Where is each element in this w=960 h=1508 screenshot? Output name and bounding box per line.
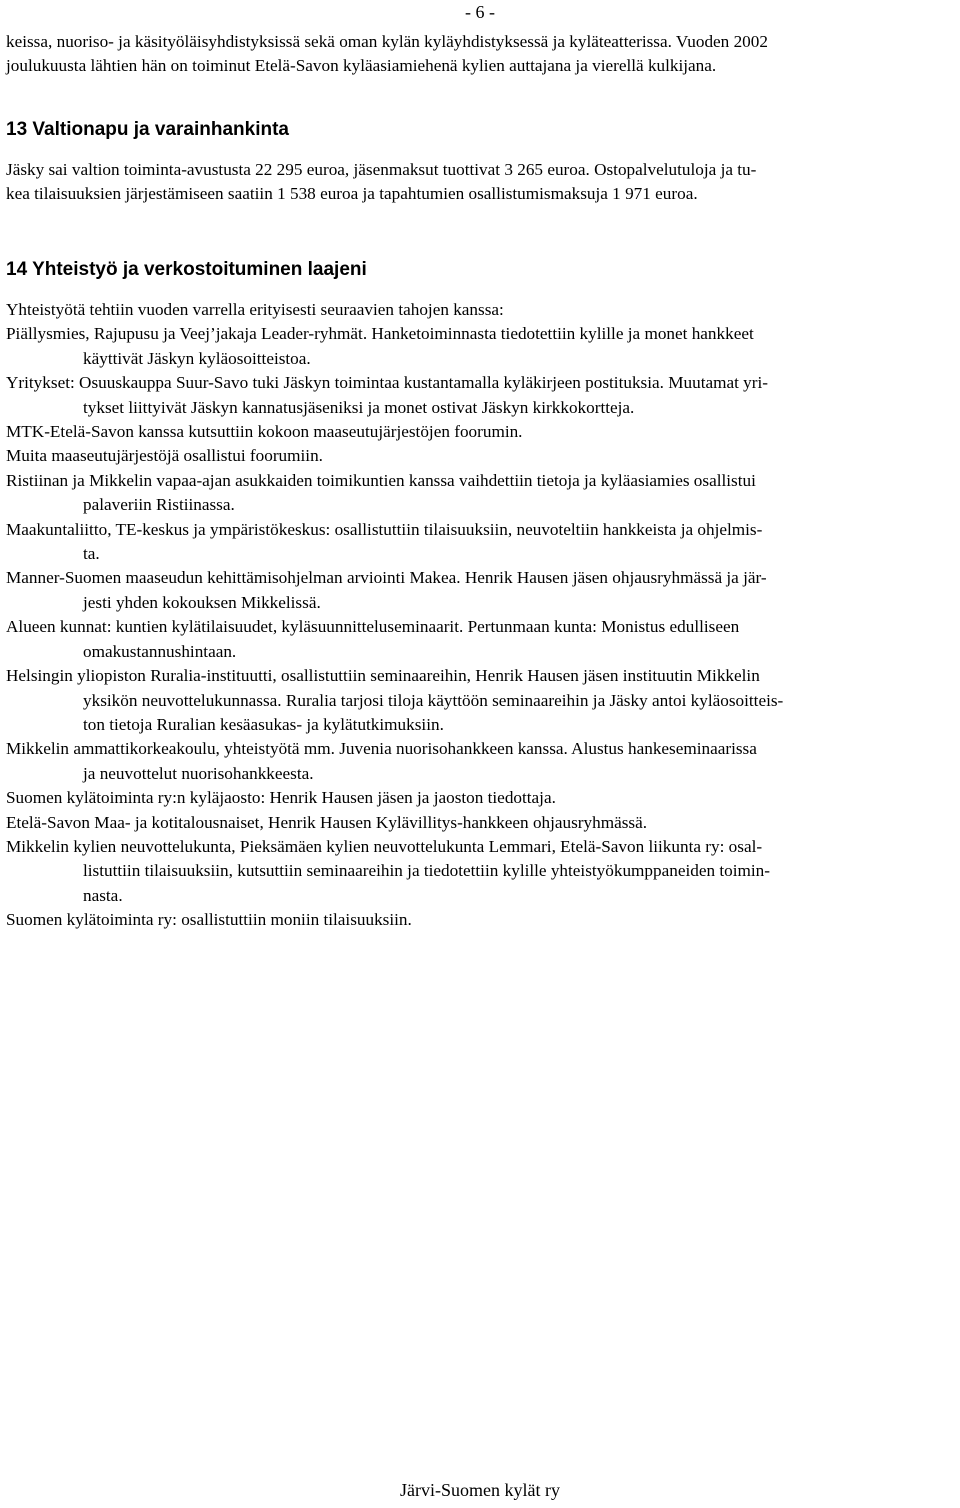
collaboration-item-line: jesti yhden kokouksen Mikkelissä.: [83, 592, 321, 612]
collaboration-item-line: Muita maaseutujärjestöjä osallistui foorumiin.: [6, 446, 323, 466]
collaboration-item: [6, 420, 950, 444]
collaboration-item-line: Yritykset: Osuuskauppa Suur-Savo tuki Jäskyn toimintaa kustantamalla kyläkirjeen postituksia. Muutamat yri-: [6, 373, 768, 393]
collaboration-item: [6, 664, 950, 737]
collaboration-item-line: palaveriin Ristiinassa.: [83, 495, 235, 515]
section-13-heading: 13 Valtionapu ja varainhankinta: [6, 119, 289, 140]
collaboration-item: [6, 737, 950, 786]
page-footer: Järvi-Suomen kylät ry: [400, 1480, 560, 1500]
collaboration-item-line: yksikön neuvottelukunnassa. Ruralia tarjosi tiloja käyttöön seminaareihin ja Jäsky antoi kyläosoittеis-: [83, 690, 784, 710]
collaboration-item-line: ta.: [83, 544, 100, 564]
section-14-list: [6, 298, 950, 933]
collaboration-item: [6, 811, 950, 835]
collaboration-item-line: omakustannushintaan.: [83, 641, 237, 661]
collaboration-item-line: Suomen kylätoiminta ry:n kyläjaosto: Henrik Hausen jäsen ja jaoston tiedottaja.: [6, 788, 556, 808]
collaboration-item: [6, 908, 950, 932]
collaboration-item-line: Yhteistyötä tehtiin vuoden varrella erityisesti seuraavien tahojen kanssa:: [6, 300, 504, 319]
collaboration-item-line: nasta.: [83, 885, 123, 905]
intro-line: joulukuusta lähtien hän on toiminut Etelä-Savon kyläasiamiehenä kylien auttajana ja vierellä kulkijana.: [6, 56, 717, 75]
collaboration-item: [6, 835, 950, 908]
collaboration-item-line: käyttivät Jäskyn kyläosoitteistoa.: [83, 348, 311, 368]
intro-paragraph: [6, 30, 950, 78]
section-14-heading: 14 Yhteistyö ja verkostoituminen laajeni: [6, 259, 367, 280]
collaboration-item-line: Etelä-Savon Maa- ja kotitalousnaiset, Henrik Hausen Kylävillitys-hankkeen ohjausryhmässä.: [6, 812, 648, 832]
page-number: - 6 -: [465, 2, 495, 22]
collaboration-item-line: ton tietoja Ruralian kesäasukas- ja kylätutkimuksiin.: [83, 714, 444, 734]
collaboration-item: [6, 322, 950, 371]
collaboration-item-line: Mikkelin ammattikorkeakoulu, yhteistyötä mm. Juvenia nuorisohankkeen kanssa. Alustus hankeseminaarissa: [6, 739, 757, 759]
collaboration-item-line: Manner-Suomen maaseudun kehittämisohjelman arviointi Makea. Henrik Hausen jäsen ohjausryhmässä ja jär-: [6, 568, 767, 588]
collaboration-item-line: listuttiin tilaisuuksiin, kutsuttiin seminaareihin ja tiedotettiin kylille yhteistyökumppaneiden toimin-: [83, 861, 770, 881]
document-body: [6, 30, 950, 933]
collaboration-item-line: MTK-Etelä-Savon kanssa kutsuttiin kokoon maaseutujärjestöjen foorumin.: [6, 422, 523, 442]
section-13-line: Jäsky sai valtion toiminta-avustusta 22 295 euroa, jäsenmaksut tuottivat 3 265 euroa. Ostopalvelutuloja ja tu-: [6, 160, 757, 179]
collaboration-item-line: tykset liittyivät Jäskyn kannatusjäseniksi ja monet ostivat Jäskyn kirkkokortteja.: [83, 397, 635, 417]
collaboration-item-line: Alueen kunnat: kuntien kylätilaisuudet, kyläsuunnitteluseminaarit. Pertunmaan kunta: Monistus edulliseen: [6, 617, 740, 637]
collaboration-item: [6, 615, 950, 664]
collaboration-item-line: ja neuvottelut nuorisohankkeesta.: [83, 763, 314, 783]
collaboration-item: [6, 298, 950, 322]
collaboration-item: [6, 371, 950, 420]
collaboration-item-line: Maakuntaliitto, TE-keskus ja ympäristökeskus: osallistuttiin tilaisuuksiin, neuvoteltiin hankkeista ja ohjelmis-: [6, 519, 763, 539]
section-13-line: kea tilaisuuksien järjestämiseen saatiin 1 538 euroa ja tapahtumien osallistumismaksuja 1 971 euroa.: [6, 184, 698, 203]
collaboration-item-line: Helsingin yliopiston Ruralia-instituutti, osallistuttiin seminaareihin, Henrik Hausen jäsen instituutin Mikkelin: [6, 666, 760, 686]
collaboration-item: [6, 518, 950, 567]
collaboration-item: [6, 469, 950, 518]
section-13-paragraph: [6, 158, 950, 206]
collaboration-item-line: Suomen kylätoiminta ry: osallistuttiin moniin tilaisuuksiin.: [6, 910, 412, 930]
collaboration-item: [6, 566, 950, 615]
collaboration-item-line: Ristiinan ja Mikkelin vapaa-ajan asukkaiden toimikuntien kanssa vaihdettiin tietoja ja kyläasiamies osallistui: [6, 470, 756, 490]
collaboration-item-line: Mikkelin kylien neuvottelukunta, Pieksämäen kylien neuvottelukunta Lemmari, Etelä-Savon liikunta ry: osal-: [6, 836, 763, 856]
collaboration-item: [6, 786, 950, 810]
collaboration-item-line: Piällysmies, Rajupusu ja Veej’jakaja Leader-ryhmät. Hanketoiminnasta tiedotettiin kylille ja monet hankkeet: [6, 324, 754, 344]
intro-line: keissa, nuoriso- ja käsityöläisyhdistyksissä sekä oman kylän kyläyhdistyksessä ja kyläteatterissa. Vuoden 2002: [6, 32, 768, 51]
collaboration-item: [6, 444, 950, 468]
